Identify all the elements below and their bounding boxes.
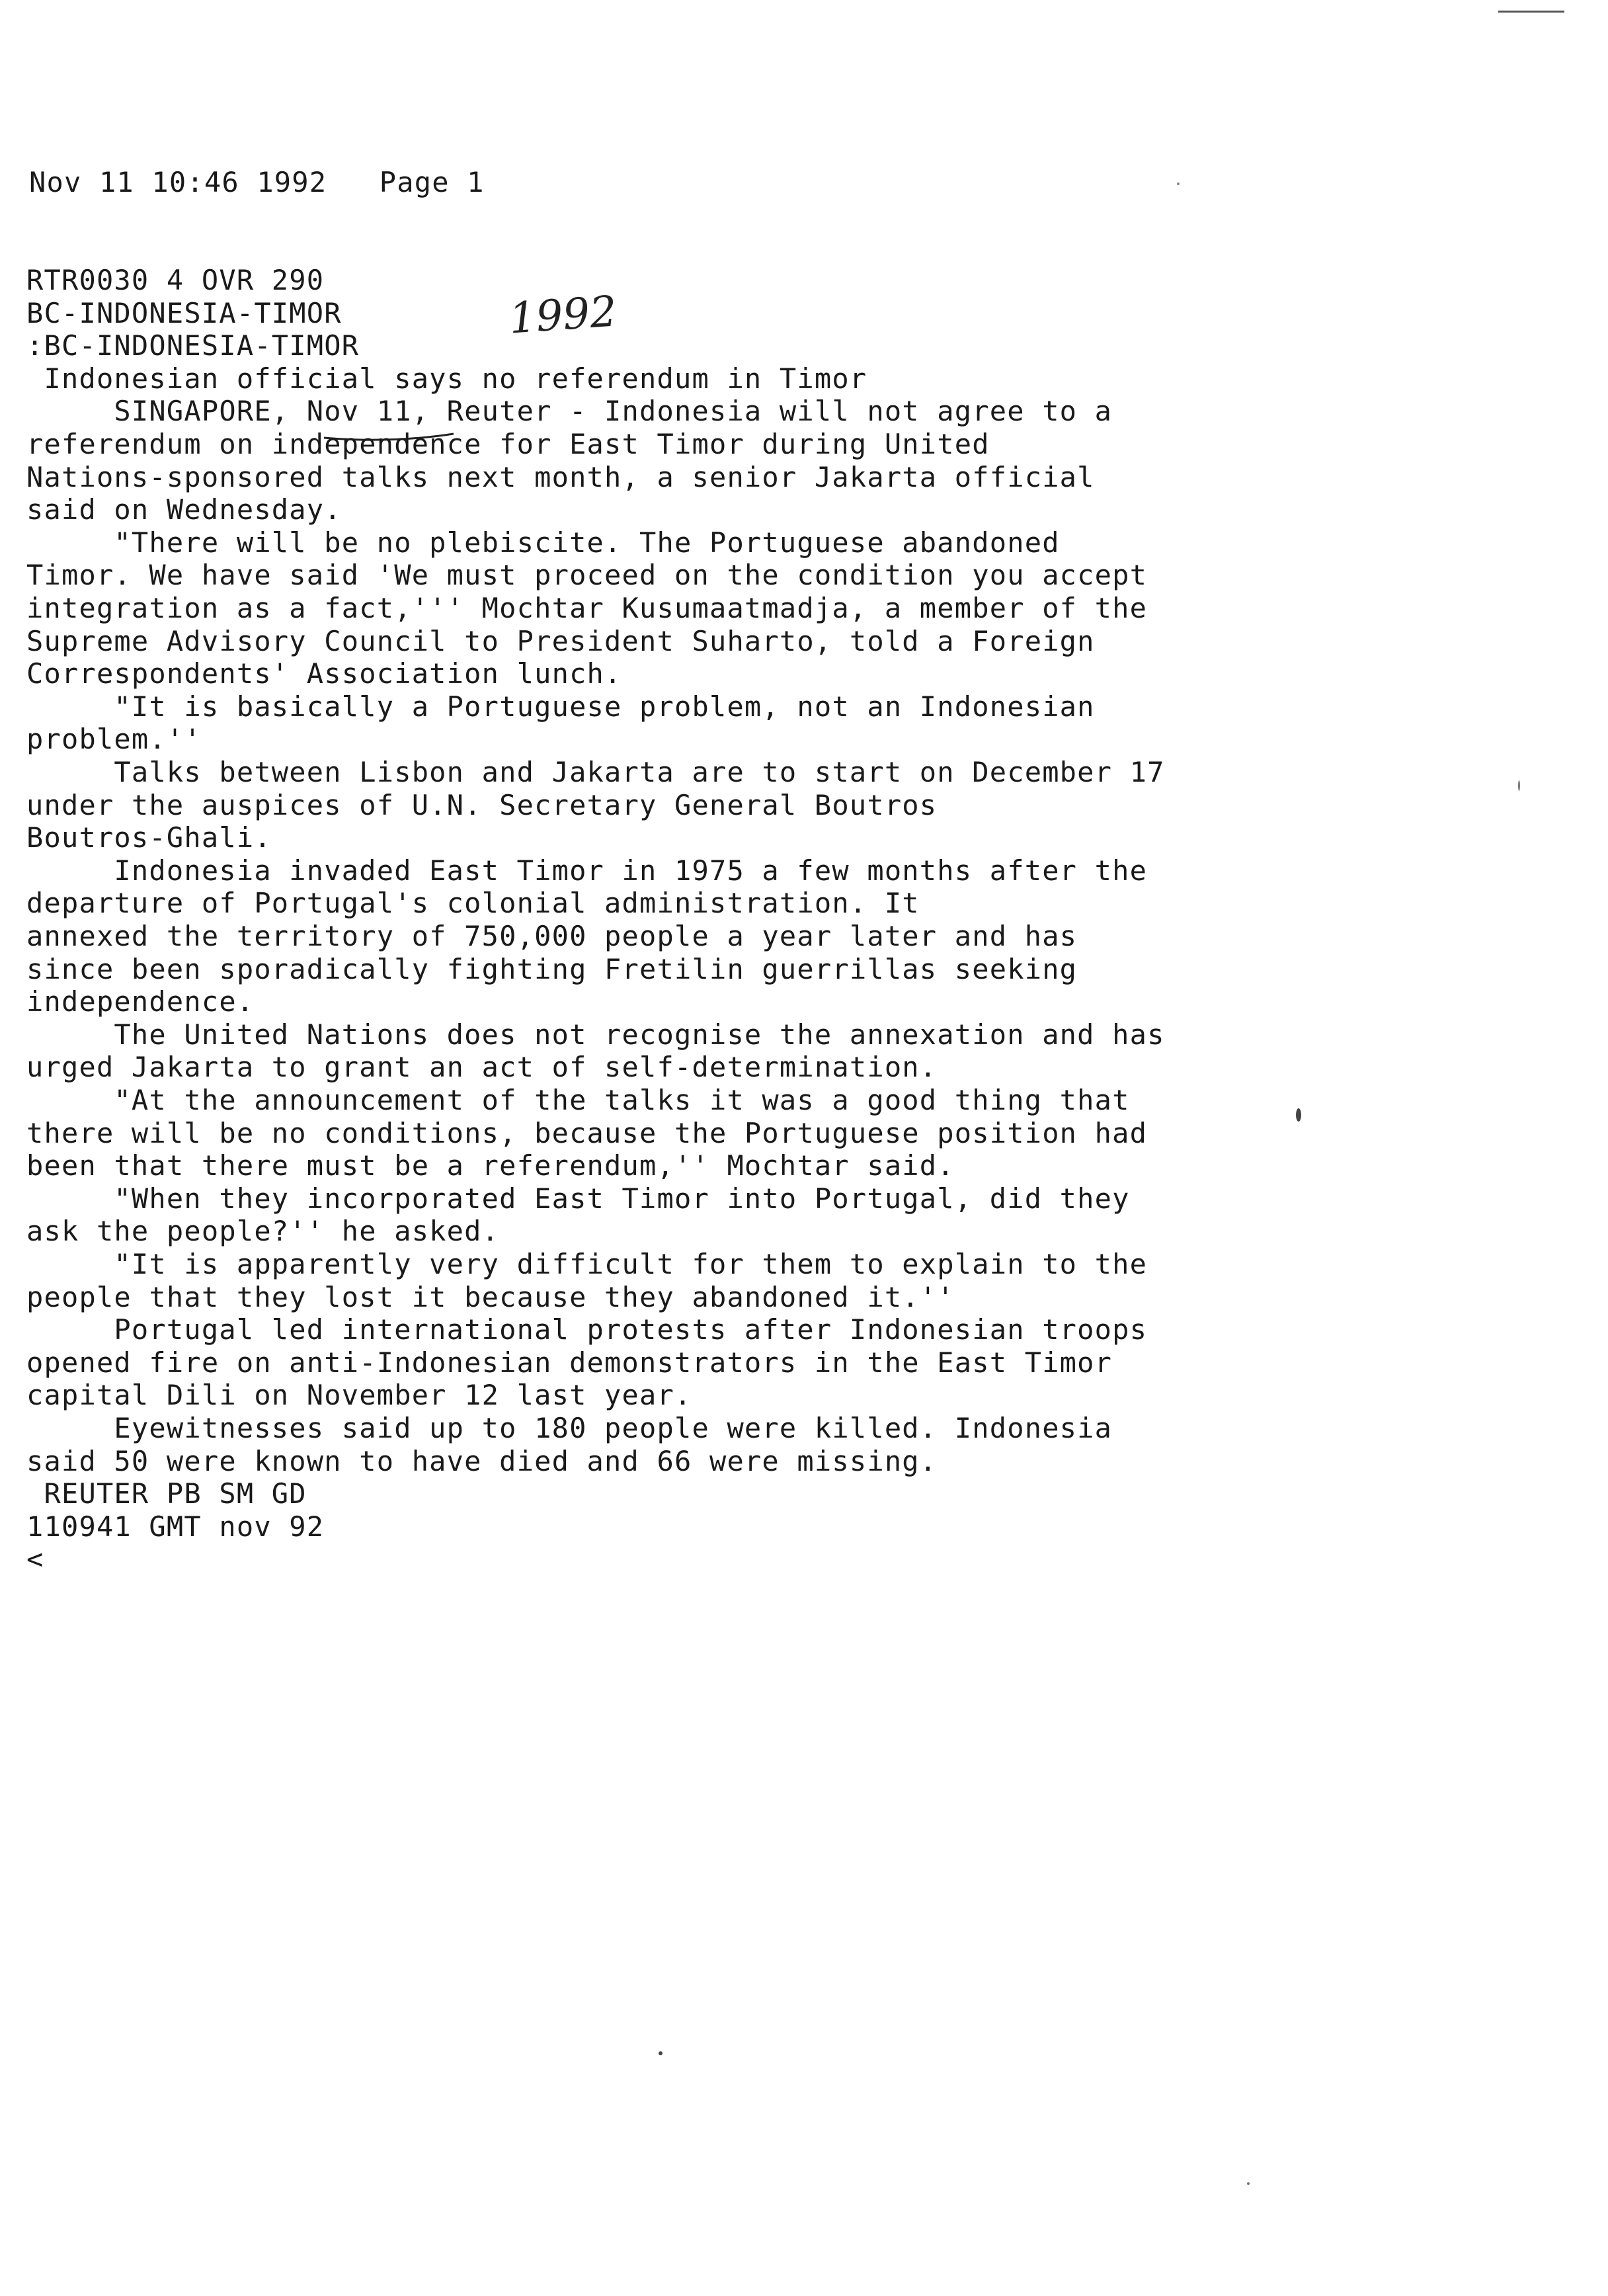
story-body-line: there will be no conditions, because the Portuguese position had (26, 1117, 1148, 1149)
story-body-line: "When they incorporated East Timor into Portugal, did they (26, 1182, 1130, 1215)
story-body-line: Eyewitnesses said up to 180 people were killed. Indonesia (26, 1412, 1113, 1444)
slug-line: BC-INDONESIA-TIMOR (26, 297, 342, 329)
story-body-line: independence. (26, 985, 255, 1018)
scan-speck (1518, 780, 1520, 791)
story-body-line: Portugal led international protests after Indonesian troops (26, 1313, 1148, 1346)
story-body-line: opened fire on anti-Indonesian demonstrators in the East Timor (26, 1346, 1113, 1379)
story-body-line: "There will be no plebiscite. The Portuguese abandoned (26, 526, 1060, 559)
slug-line: :BC-INDONESIA-TIMOR (26, 329, 360, 362)
story-body-line: Supreme Advisory Council to President Suharto, told a Foreign (26, 625, 1095, 657)
story-body-line: since been sporadically fighting Fretilin guerrillas seeking (26, 953, 1078, 985)
slug-line: RTR0030 4 OVR 290 (26, 264, 325, 296)
print-timestamp: Nov 11 10:46 1992 (29, 166, 327, 198)
story-body-line: Correspondents' Association lunch. (26, 657, 622, 690)
story-body-line: integration as a fact,''' Mochtar Kusumaatmadja, a member of the (26, 592, 1148, 624)
story-body-line: "It is basically a Portuguese problem, not an Indonesian (26, 690, 1095, 723)
story-body-line: urged Jakarta to grant an act of self-determination. (26, 1051, 938, 1083)
story-body-line: SINGAPORE, Nov 11, Reuter - Indonesia will not agree to a (26, 395, 1113, 427)
story-body-line: The United Nations does not recognise the annexation and has (26, 1018, 1165, 1051)
story-footer-line: REUTER PB SM GD (26, 1477, 307, 1510)
page-number-label: Page 1 (379, 166, 485, 198)
story-body-line: said 50 were known to have died and 66 were missing. (26, 1445, 938, 1477)
story-headline: Indonesian official says no referendum in Timor (26, 362, 867, 395)
story-body-line: "At the announcement of the talks it was a good thing that (26, 1084, 1130, 1116)
handwritten-year-annotation: 1992 (507, 287, 619, 344)
story-body-line: annexed the territory of 750,000 people a year later and has (26, 920, 1078, 952)
scan-speck (1177, 183, 1180, 185)
scan-speck (1247, 2182, 1250, 2185)
story-body-line: Indonesia invaded East Timor in 1975 a few months after the (26, 854, 1148, 887)
story-body-line: been that there must be a referendum,'' Mochtar said. (26, 1149, 955, 1182)
story-body-line: Nations-sponsored talks next month, a senior Jakarta official (26, 461, 1095, 493)
scan-speck (1296, 1108, 1301, 1122)
print-header (29, 167, 485, 198)
story-body-line: "It is apparently very difficult for them to explain to the (26, 1248, 1148, 1280)
scan-speck (659, 2051, 663, 2055)
story-body-line: capital Dili on November 12 last year. (26, 1379, 692, 1411)
story-footer-line: 110941 GMT nov 92 (26, 1510, 325, 1543)
story-body-line: people that they lost it because they abandoned it.'' (26, 1281, 955, 1313)
scan-mark (1498, 11, 1564, 13)
story-body-line: problem.'' (26, 723, 202, 755)
story-body-line: under the auspices of U.N. Secretary General Boutros (26, 789, 938, 821)
story-body-line: departure of Portugal's colonial administration. It (26, 887, 920, 919)
story-body-line: referendum on independence for East Timor during United (26, 428, 990, 460)
story-body-line: Talks between Lisbon and Jakarta are to start on December 17 (26, 756, 1165, 788)
story-body-line: Timor. We have said 'We must proceed on the condition you accept (26, 559, 1148, 591)
story-body-line: said on Wednesday. (26, 493, 342, 526)
story-body-line: Boutros-Ghali. (26, 821, 272, 854)
story-footer-line: < (26, 1543, 44, 1575)
story-body-line: ask the people?'' he asked. (26, 1215, 500, 1247)
